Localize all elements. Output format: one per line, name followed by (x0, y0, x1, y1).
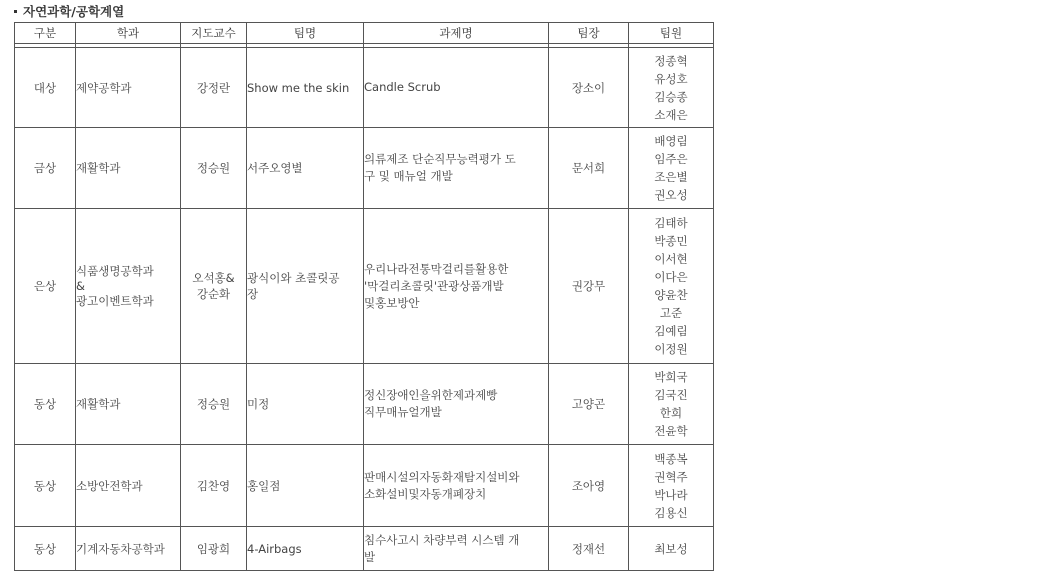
cell-members (629, 445, 714, 527)
cell-project-line: 직무매뉴얼개발 (364, 405, 442, 419)
table-row (15, 527, 714, 571)
cell-members-line: 이서현 (654, 252, 688, 266)
cell-members-line: 조은별 (654, 170, 688, 184)
cell-project-line: 구 및 매뉴얼 개발 (364, 169, 453, 183)
cell-project (364, 48, 549, 128)
header-leader: 팀장 (549, 23, 629, 44)
cell-project (364, 364, 549, 445)
cell-members-line: 김용신 (654, 505, 688, 520)
cell-leader: 권강무 (549, 209, 629, 364)
cell-project (364, 445, 549, 527)
cell-members-line: 권오성 (654, 188, 688, 202)
cell-project-line: Candle Scrub (364, 80, 441, 94)
cell-team (247, 364, 364, 445)
cell-members-line: 최보성 (654, 541, 688, 556)
cell-members-line: 박나라 (654, 487, 688, 502)
cell-department (76, 364, 181, 445)
cell-advisor-line: 강순화 (196, 287, 231, 301)
cell-category: 동상 (15, 527, 76, 571)
cell-advisor-line: 강정란 (196, 80, 231, 95)
cell-members-line: 백종복 (654, 451, 688, 466)
cell-team-line: 광식이와 초콜릿공 (247, 271, 340, 285)
cell-project-line: 발 (364, 549, 376, 564)
cell-team-line: 홍일점 (247, 478, 281, 493)
awards-table (14, 22, 714, 571)
cell-category: 금상 (15, 128, 76, 209)
cell-members-line: 이다은 (654, 270, 688, 284)
cell-team-line: 서주오영별 (247, 161, 303, 175)
cell-department-line: 소방안전학과 (76, 478, 143, 493)
cell-team (247, 48, 364, 128)
table-row (15, 48, 714, 128)
cell-leader: 정재선 (549, 527, 629, 571)
cell-department-line: & (76, 279, 85, 293)
cell-team (247, 527, 364, 571)
cell-department-line: 기계자동차공학과 (76, 541, 165, 556)
cell-members-line: 임주은 (654, 152, 688, 166)
cell-department (76, 48, 181, 128)
cell-department (76, 445, 181, 527)
cell-advisor-line: 오석홍& (192, 271, 235, 285)
table-header-row (15, 23, 714, 44)
cell-project (364, 209, 549, 364)
header-team: 팀명 (247, 23, 364, 44)
cell-team (247, 209, 364, 364)
header-members: 팀원 (629, 23, 714, 44)
header-category: 구분 (15, 23, 76, 44)
cell-project (364, 128, 549, 209)
cell-members-line: 권혁주 (654, 469, 688, 484)
cell-leader: 고양곤 (549, 364, 629, 445)
cell-department-line: 재활학과 (76, 161, 121, 175)
cell-members (629, 128, 714, 209)
cell-members (629, 527, 714, 571)
cell-members (629, 48, 714, 128)
cell-members-line: 고준 (659, 306, 683, 320)
cell-department (76, 527, 181, 571)
cell-advisor-line: 김찬영 (196, 478, 231, 493)
cell-advisor (181, 527, 247, 571)
cell-advisor-line: 정승원 (196, 161, 231, 175)
cell-advisor (181, 445, 247, 527)
cell-members-line: 박희국 (654, 370, 688, 384)
cell-members-line: 한희 (659, 406, 683, 420)
table-row (15, 364, 714, 445)
cell-advisor (181, 364, 247, 445)
cell-members-line: 전윤학 (654, 424, 688, 438)
cell-project-line: '막걸리초콜릿'관광상품개발 (364, 278, 504, 293)
cell-members (629, 364, 714, 445)
header-project: 과제명 (364, 23, 549, 44)
cell-department (76, 209, 181, 364)
cell-members-line: 양윤찬 (654, 288, 688, 302)
cell-leader: 문서희 (549, 128, 629, 209)
cell-advisor-line: 임광희 (196, 541, 231, 556)
cell-category: 대상 (15, 48, 76, 128)
cell-department-line: 식품생명공학과 (76, 264, 154, 278)
cell-team-line: 장 (247, 287, 259, 301)
cell-project (364, 527, 549, 571)
cell-members-line: 정종혁 (654, 53, 688, 68)
cell-advisor (181, 209, 247, 364)
cell-leader: 장소이 (549, 48, 629, 128)
cell-team-line: 4-Airbags (247, 541, 302, 556)
cell-department-line: 광고이벤트학과 (76, 294, 154, 308)
cell-project-line: 의류제조 단순직무능력평가 도 (364, 152, 516, 166)
table-row (15, 445, 714, 527)
cell-category: 은상 (15, 209, 76, 364)
cell-members-line: 소재은 (654, 107, 688, 122)
cell-members-line: 김태하 (654, 216, 688, 230)
header-advisor: 지도교수 (181, 23, 247, 44)
cell-advisor-line: 정승원 (196, 397, 231, 411)
cell-department-line: 제약공학과 (76, 80, 132, 95)
cell-team-line: 미정 (247, 397, 270, 411)
cell-members-line: 박종민 (654, 234, 688, 248)
cell-project-line: 정신장애인을위한제과제빵 (364, 388, 498, 402)
cell-team (247, 445, 364, 527)
cell-members-line: 배영림 (654, 134, 688, 148)
cell-project-line: 침수사고시 차량부력 시스템 개 (364, 532, 520, 547)
cell-advisor (181, 128, 247, 209)
table-row (15, 209, 714, 364)
section-title (14, 2, 124, 20)
cell-category: 동상 (15, 364, 76, 445)
cell-leader: 조아영 (549, 445, 629, 527)
cell-department-line: 재활학과 (76, 397, 121, 411)
cell-members-line: 이정원 (654, 342, 688, 356)
section-title-text: 자연과학/공학계열 (23, 4, 125, 19)
cell-project-line: 및홍보방안 (364, 295, 420, 310)
header-department: 학과 (76, 23, 181, 44)
cell-category: 동상 (15, 445, 76, 527)
cell-members-line: 김예림 (654, 324, 688, 338)
table-row (15, 128, 714, 209)
cell-project-line: 우리나라전통막걸리를활용한 (364, 261, 509, 276)
cell-members-line: 김국진 (654, 388, 688, 402)
cell-advisor (181, 48, 247, 128)
cell-team-line: Show me the skin (247, 80, 350, 95)
cell-project-line: 판매시설의자동화재탐지설비와 (364, 469, 520, 484)
cell-members-line: 김승종 (654, 89, 688, 104)
cell-members-line: 유성호 (654, 71, 688, 86)
cell-project-line: 소화설비및자동개폐장치 (364, 486, 487, 501)
cell-team (247, 128, 364, 209)
bullet-icon (14, 10, 17, 13)
cell-department (76, 128, 181, 209)
cell-members (629, 209, 714, 364)
